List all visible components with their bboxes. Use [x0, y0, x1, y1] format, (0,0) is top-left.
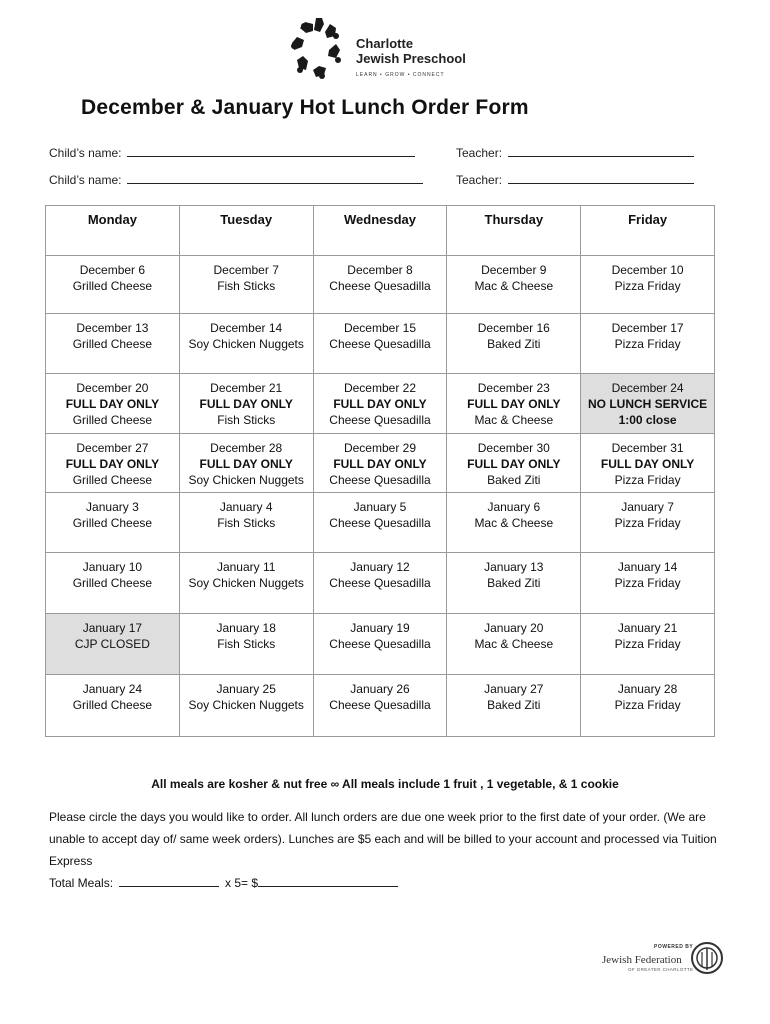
- cell-date: December 9: [481, 263, 547, 277]
- cell-date: January 5: [353, 500, 407, 514]
- cell-text: FULL DAY ONLY: [333, 457, 427, 471]
- cell-date: January 7: [621, 500, 674, 514]
- table-row: [46, 675, 715, 737]
- day-cell[interactable]: [46, 374, 180, 434]
- cell-date: December 31: [611, 441, 684, 455]
- cell-date: January 13: [484, 560, 544, 574]
- day-cell[interactable]: [447, 553, 581, 614]
- day-cell[interactable]: [46, 675, 180, 737]
- day-cell[interactable]: [179, 675, 313, 737]
- teacher-label: Teacher:: [456, 173, 503, 187]
- powered-by: POWERED BY: [654, 944, 694, 950]
- federation-name: Jewish Federation: [602, 954, 682, 966]
- day-cell[interactable]: [46, 256, 180, 314]
- day-cell[interactable]: [581, 434, 715, 493]
- cell-date: December 21: [210, 381, 283, 395]
- day-cell[interactable]: [447, 493, 581, 553]
- day-cell[interactable]: [179, 256, 313, 314]
- table-row: [46, 374, 715, 434]
- total-label: Total Meals:: [49, 876, 114, 890]
- cell-date: January 28: [617, 682, 678, 696]
- child-name-field-2[interactable]: [49, 173, 423, 187]
- cell-date: December 15: [343, 321, 417, 335]
- cell-text: FULL DAY ONLY: [65, 457, 160, 471]
- calendar-body: [46, 256, 715, 737]
- cell-text: Baked Ziti: [487, 473, 541, 487]
- day-cell[interactable]: [46, 434, 180, 493]
- day-cell[interactable]: [581, 553, 715, 614]
- cell-text: Pizza Friday: [614, 637, 681, 651]
- day-cell[interactable]: [179, 434, 313, 493]
- teacher-field-1[interactable]: [456, 146, 694, 160]
- cell-text: Grilled Cheese: [72, 413, 153, 427]
- cell-date: December 20: [76, 381, 149, 395]
- logo-line2: Jewish Preschool: [356, 51, 466, 66]
- day-cell[interactable]: [447, 314, 581, 374]
- day-cell[interactable]: [313, 553, 447, 614]
- cell-date: December 23: [477, 381, 550, 395]
- cell-date: December 30: [477, 441, 550, 455]
- cell-text: Mac & Cheese: [474, 413, 554, 427]
- day-cell[interactable]: [179, 493, 313, 553]
- day-header-wednesday: Wednesday: [313, 206, 447, 256]
- day-header-tuesday: Tuesday: [179, 206, 313, 256]
- cell-date: December 27: [76, 441, 149, 455]
- cell-text: Soy Chicken Nuggets: [188, 576, 304, 590]
- cell-text: Baked Ziti: [487, 337, 541, 351]
- cell-text: FULL DAY ONLY: [199, 457, 293, 471]
- day-cell[interactable]: [313, 614, 447, 675]
- cell-date: December 6: [79, 263, 146, 277]
- cell-text: Cheese Quesadilla: [329, 473, 431, 487]
- cell-date: December 28: [210, 441, 283, 455]
- cell-date: January 6: [487, 500, 541, 514]
- cell-date: January 4: [219, 500, 273, 514]
- cell-text: Grilled Cheese: [72, 279, 153, 293]
- cell-text: Grilled Cheese: [72, 576, 153, 590]
- cell-date: January 27: [484, 682, 544, 696]
- child-name-field-1[interactable]: [49, 146, 415, 160]
- day-header-monday: Monday: [46, 206, 180, 256]
- cell-date: January 10: [82, 560, 143, 574]
- logo-line1: Charlotte: [356, 36, 414, 51]
- cell-text: 1:00 close: [618, 413, 677, 427]
- header-row: [46, 206, 715, 256]
- teacher-field-2[interactable]: [456, 173, 694, 187]
- total-line[interactable]: [119, 876, 219, 887]
- total-meals: [49, 876, 398, 890]
- cell-text: Mac & Cheese: [474, 637, 554, 651]
- cell-date: December 7: [213, 263, 279, 277]
- cell-date: December 22: [343, 381, 417, 395]
- total-amount-line[interactable]: [258, 876, 398, 887]
- day-cell[interactable]: [179, 614, 313, 675]
- lunch-calendar: [45, 205, 715, 737]
- day-cell[interactable]: [581, 614, 715, 675]
- cell-date: December 13: [76, 321, 149, 335]
- day-cell[interactable]: [46, 614, 180, 675]
- cell-date: January 17: [82, 621, 143, 635]
- cell-text: Soy Chicken Nuggets: [188, 337, 304, 351]
- cell-date: December 14: [210, 321, 283, 335]
- cell-text: FULL DAY ONLY: [65, 397, 160, 411]
- total-multiplier: x 5= $: [225, 876, 259, 890]
- cell-date: December 10: [611, 263, 684, 277]
- cell-text: Mac & Cheese: [474, 279, 554, 293]
- day-cell[interactable]: [581, 675, 715, 737]
- day-cell[interactable]: [447, 374, 581, 434]
- cell-text: Pizza Friday: [614, 473, 681, 487]
- cell-text: Pizza Friday: [614, 698, 681, 712]
- cell-text: Baked Ziti: [487, 576, 541, 590]
- day-cell[interactable]: [447, 434, 581, 493]
- table-row: [46, 434, 715, 493]
- cell-text: Cheese Quesadilla: [329, 337, 431, 351]
- cell-text: Fish Sticks: [217, 279, 276, 293]
- child-name-line[interactable]: [127, 173, 423, 184]
- teacher-line[interactable]: [508, 146, 694, 157]
- cell-date: January 26: [350, 682, 410, 696]
- cell-text: Pizza Friday: [614, 516, 681, 530]
- federation-sub: OF GREATER CHARLOTTE: [628, 967, 694, 972]
- cell-text: Soy Chicken Nuggets: [188, 473, 304, 487]
- cell-date: January 24: [82, 682, 143, 696]
- child-name-label: Child’s name:: [49, 173, 122, 187]
- day-cell[interactable]: [313, 256, 447, 314]
- cell-date: January 11: [216, 560, 276, 574]
- cell-text: FULL DAY ONLY: [333, 397, 427, 411]
- cell-date: January 18: [216, 621, 276, 635]
- cell-text: Fish Sticks: [217, 637, 276, 651]
- cell-date: January 21: [617, 621, 678, 635]
- cell-date: December 24: [611, 381, 684, 395]
- day-cell[interactable]: [46, 553, 180, 614]
- cell-text: Fish Sticks: [217, 516, 276, 530]
- table-row: [46, 553, 715, 614]
- cell-date: January 20: [484, 621, 544, 635]
- cell-text: Grilled Cheese: [72, 473, 153, 487]
- cell-text: Cheese Quesadilla: [329, 516, 431, 530]
- cell-date: December 8: [347, 263, 413, 277]
- instructions: Please circle the days you would like to order. All lunch orders are due one week prior to the first date of your order. (We are unable to accept day of/ same week orders). Lunches are $5 each and will be billed to your account and processed via Tuition Express: [49, 810, 717, 868]
- cell-text: NO LUNCH SERVICE: [588, 397, 708, 411]
- day-cell[interactable]: [313, 434, 447, 493]
- cell-date: December 29: [343, 441, 417, 455]
- day-cell[interactable]: [46, 314, 180, 374]
- cell-text: Grilled Cheese: [72, 337, 153, 351]
- day-cell[interactable]: [313, 374, 447, 434]
- teacher-line[interactable]: [508, 173, 694, 184]
- day-cell[interactable]: [447, 614, 581, 675]
- preschool-logo: [286, 14, 486, 86]
- cell-text: Mac & Cheese: [474, 516, 554, 530]
- cell-text: Cheese Quesadilla: [329, 698, 431, 712]
- day-cell[interactable]: [581, 256, 715, 314]
- menorah-circle-icon: [690, 940, 724, 976]
- child-name-label: Child’s name:: [49, 146, 122, 160]
- day-cell[interactable]: [313, 675, 447, 737]
- day-cell[interactable]: [581, 314, 715, 374]
- cell-text: Fish Sticks: [217, 413, 276, 427]
- teacher-label: Teacher:: [456, 146, 503, 160]
- page-title: December & January Hot Lunch Order Form: [81, 96, 529, 119]
- cell-text: Cheese Quesadilla: [329, 637, 431, 651]
- logo-tagline: LEARN • GROW • CONNECT: [356, 72, 445, 78]
- day-header-friday: Friday: [581, 206, 715, 256]
- cell-date: January 25: [216, 682, 276, 696]
- cell-text: Cheese Quesadilla: [329, 576, 431, 590]
- day-cell[interactable]: [447, 675, 581, 737]
- cell-date: January 19: [350, 621, 410, 635]
- cell-text: CJP CLOSED: [74, 637, 150, 651]
- cell-text: Pizza Friday: [614, 337, 681, 351]
- cell-text: Cheese Quesadilla: [329, 279, 431, 293]
- cell-text: FULL DAY ONLY: [199, 397, 293, 411]
- cell-text: FULL DAY ONLY: [467, 397, 561, 411]
- day-cell[interactable]: [46, 493, 180, 553]
- day-cell[interactable]: [179, 314, 313, 374]
- logo-name: [356, 36, 466, 66]
- cell-text: Soy Chicken Nuggets: [188, 698, 304, 712]
- day-header-thursday: Thursday: [447, 206, 581, 256]
- cell-date: January 12: [350, 560, 410, 574]
- day-cell[interactable]: [313, 493, 447, 553]
- cell-text: Grilled Cheese: [72, 516, 153, 530]
- day-cell[interactable]: [581, 374, 715, 434]
- kosher-note: All meals are kosher & nut free ∞ All meals include 1 fruit , 1 vegetable, & 1 cookie: [151, 777, 619, 791]
- cell-text: Pizza Friday: [614, 279, 681, 293]
- cell-text: Baked Ziti: [487, 698, 541, 712]
- day-cell[interactable]: [581, 493, 715, 553]
- cell-date: December 16: [477, 321, 550, 335]
- table-row: [46, 314, 715, 374]
- day-cell[interactable]: [447, 256, 581, 314]
- cell-date: January 14: [617, 560, 678, 574]
- hands-circle-icon: [286, 14, 352, 86]
- cell-text: FULL DAY ONLY: [600, 457, 695, 471]
- day-cell[interactable]: [179, 553, 313, 614]
- child-name-line[interactable]: [127, 146, 415, 157]
- cell-text: Grilled Cheese: [72, 698, 153, 712]
- federation-logo: [600, 938, 726, 980]
- table-row: [46, 256, 715, 314]
- day-cell[interactable]: [179, 374, 313, 434]
- table-row: [46, 614, 715, 675]
- cell-date: January 3: [86, 500, 139, 514]
- cell-date: December 17: [611, 321, 684, 335]
- cell-text: FULL DAY ONLY: [467, 457, 561, 471]
- day-cell[interactable]: [313, 314, 447, 374]
- cell-text: Cheese Quesadilla: [329, 413, 431, 427]
- cell-text: Pizza Friday: [614, 576, 681, 590]
- table-row: [46, 493, 715, 553]
